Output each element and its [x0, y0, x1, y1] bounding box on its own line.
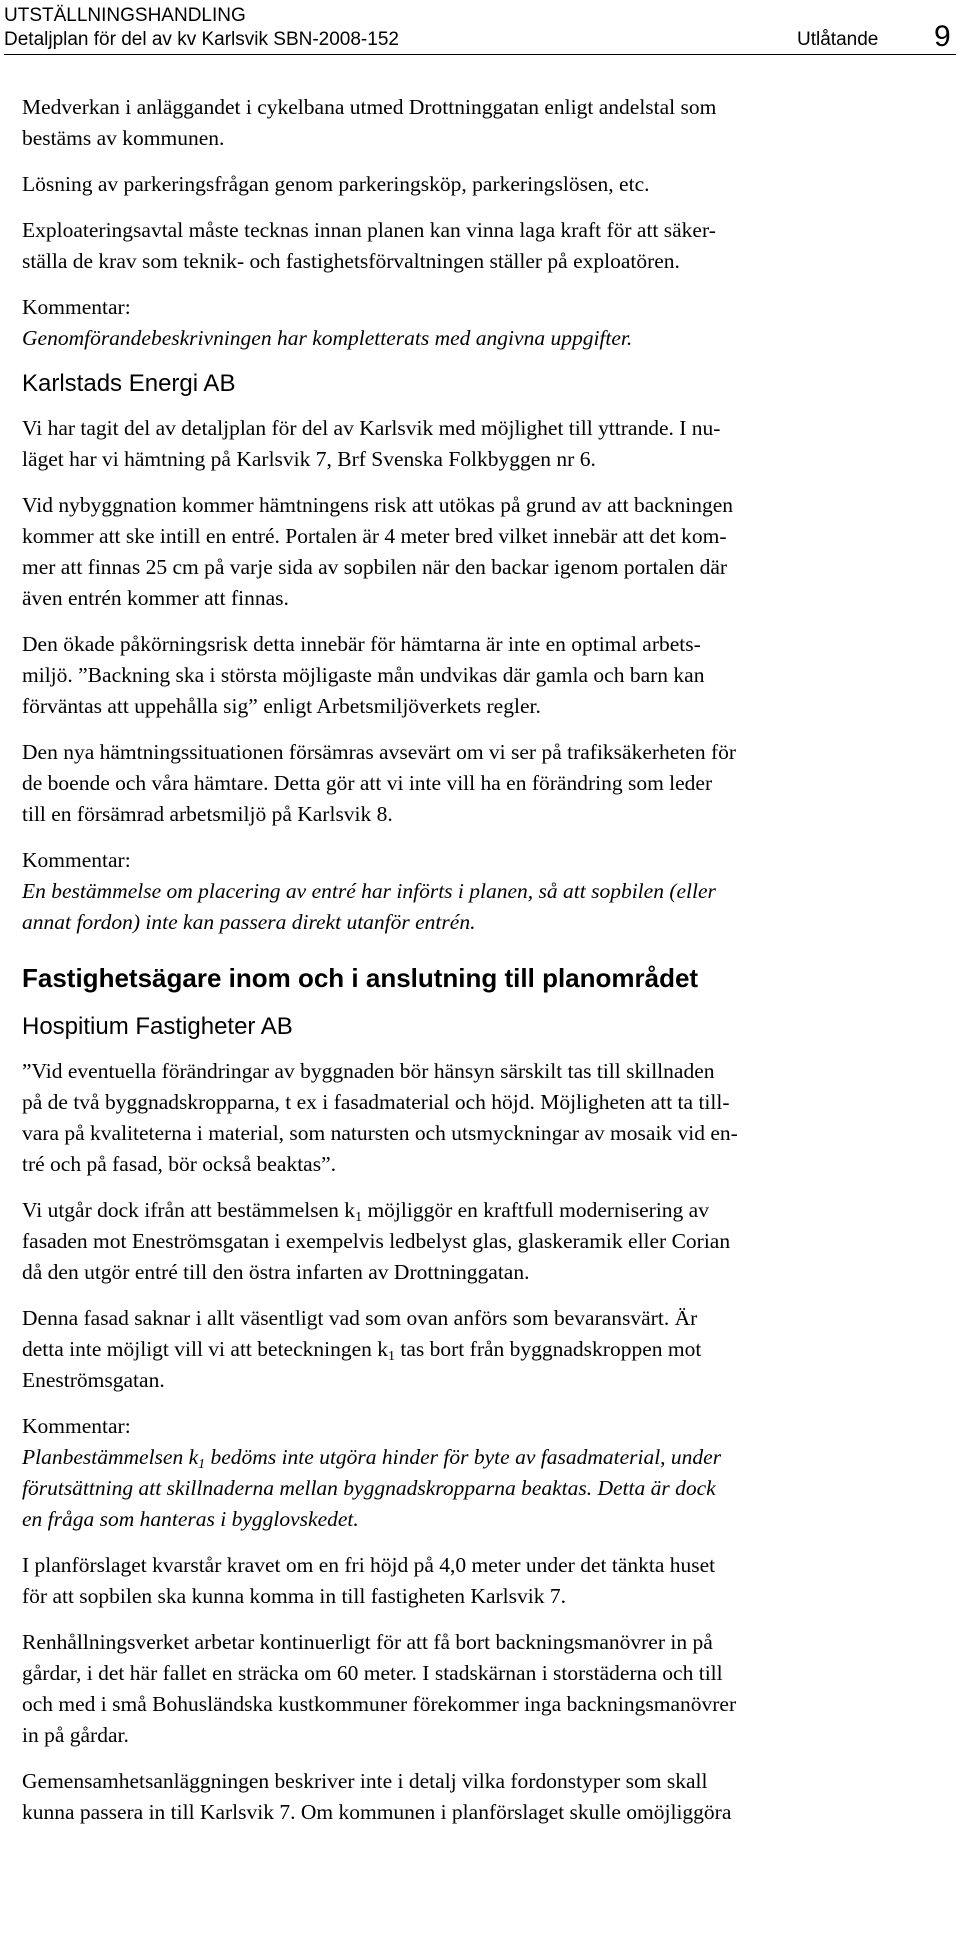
paragraph [22, 1766, 946, 1828]
comment-block [22, 292, 946, 354]
text-line: ”Vid eventuella förändringar av byggnaden bör hänsyn särskilt tas till skillnaden [22, 1059, 715, 1083]
subscript: 1 [355, 1210, 363, 1225]
text-run: möjliggör en kraftfull modernisering av [362, 1198, 709, 1222]
text-line: miljö. ”Backning ska i största möjligaste mån undvikas där gamla och barn kan [22, 663, 705, 687]
document-type: Utlåtande [797, 29, 879, 50]
text-line: för att sopbilen ska kunna komma in till fastigheten Karlsvik 7. [22, 1584, 566, 1608]
comment-label: Kommentar: [22, 295, 131, 319]
text-line: fasaden mot Eneströmsgatan i exempelvis ledbelyst glas, glaskeramik eller Corian [22, 1229, 731, 1253]
comment-text: förutsättning att skillnaderna mellan byggnadskropparna beaktas. Detta är dock [22, 1476, 716, 1500]
paragraph [22, 413, 946, 475]
paragraph [22, 1195, 946, 1288]
text-line: bestäms av kommunen. [22, 126, 225, 150]
document-subtitle: Detaljplan för del av kv Karlsvik SBN-2008-152 [4, 29, 399, 50]
text-line: Gemensamhetsanläggningen beskriver inte i detalj vilka fordonstyper som skall [22, 1769, 708, 1793]
karlstads-energi-heading: Karlstads Energi AB [22, 370, 236, 397]
text-line: även entrén kommer att finnas. [22, 586, 289, 610]
paragraph [22, 1550, 946, 1612]
subscript: 1 [388, 1349, 396, 1364]
paragraph [22, 490, 946, 614]
page-header [4, 2, 956, 54]
comment-text: Genomförandebeskrivningen har kompletterats med angivna uppgifter. [22, 326, 633, 350]
text-line: vara på kvaliteterna i material, som natursten och utsmyckningar av mosaik vid en- [22, 1121, 738, 1145]
comment-text: en fråga som hanteras i bygglovskedet. [22, 1507, 359, 1531]
text-line: tré och på fasad, bör också beaktas”. [22, 1152, 336, 1176]
text-line: Eneströmsgatan. [22, 1368, 165, 1392]
comment-label: Kommentar: [22, 848, 131, 872]
text-line: Medverkan i anläggandet i cykelbana utmed Drottninggatan enligt andelstal som [22, 95, 717, 119]
text-line: ställa de krav som teknik- och fastighetsförvaltningen ställer på exploatören. [22, 249, 680, 273]
text-line: Denna fasad saknar i allt väsentligt vad som ovan anförs som bevaransvärt. Är [22, 1306, 698, 1330]
text-line: till en försämrad arbetsmiljö på Karlsvik 8. [22, 802, 393, 826]
paragraph [22, 1303, 946, 1396]
text-run: Planbestämmelsen k [22, 1445, 199, 1469]
paragraph [22, 1627, 946, 1751]
document-title: UTSTÄLLNINGSHANDLING [4, 5, 246, 26]
text-line: I planförslaget kvarstår kravet om en fri höjd på 4,0 meter under det tänkta huset [22, 1553, 716, 1577]
paragraph [22, 215, 946, 277]
text-line: kommer att ske intill en entré. Portalen är 4 meter bred vilket innebär att det kom- [22, 524, 727, 548]
text-line: mer att finnas 25 cm på varje sida av sopbilen när den backar igenom portalen där [22, 555, 728, 579]
paragraph [22, 1056, 946, 1180]
text-line: då den utgör entré till den östra infarten av Drottninggatan. [22, 1260, 530, 1284]
hospitium-heading: Hospitium Fastigheter AB [22, 1013, 293, 1040]
text-line: gårdar, i det här fallet en sträcka om 60 meter. I stadskärnan i storstäderna och till [22, 1661, 723, 1685]
paragraph: Lösning av parkeringsfrågan genom parkeringsköp, parkeringslösen, etc. [22, 172, 650, 196]
text-line: förväntas att uppehålla sig” enligt Arbetsmiljöverkets regler. [22, 694, 541, 718]
text-line: och med i små Bohusländska kustkommuner förekommer inga backningsmanövrer [22, 1692, 737, 1716]
text-line: de boende och våra hämtare. Detta gör att vi inte vill ha en förändring som leder [22, 771, 713, 795]
text-run: bedöms inte utgöra hinder för byte av fasadmaterial, under [205, 1445, 722, 1469]
document-body [22, 92, 946, 1828]
text-line: läget har vi hämtning på Karlsvik 7, Brf Svenska Folkbyggen nr 6. [22, 447, 596, 471]
text-run: Vi utgår dock ifrån att bestämmelsen k [22, 1198, 356, 1222]
comment-text: annat fordon) inte kan passera direkt utanför entrén. [22, 910, 476, 934]
text-line: Exploateringsavtal måste tecknas innan planen kan vinna laga kraft för att säker- [22, 218, 716, 242]
text-line: Vi har tagit del av detaljplan för del av Karlsvik med möjlighet till yttrande. I nu- [22, 416, 721, 440]
header-rule [4, 54, 956, 55]
paragraph [22, 92, 946, 154]
text-line: på de två byggnadskropparna, t ex i fasadmaterial och höjd. Möjligheten att ta till- [22, 1090, 730, 1114]
comment-block [22, 1411, 946, 1535]
section-heading: Fastighetsägare inom och i anslutning till planområdet [22, 963, 699, 993]
paragraph [22, 737, 946, 830]
comment-text: En bestämmelse om placering av entré har införts i planen, så att sopbilen (eller [22, 879, 716, 903]
text-line: Den ökade påkörningsrisk detta innebär för hämtarna är inte en optimal arbets- [22, 632, 701, 656]
text-line [22, 1337, 702, 1364]
comment-text [22, 1445, 722, 1472]
text-line: Den nya hämtningssituationen försämras avsevärt om vi ser på trafiksäkerheten för [22, 740, 737, 764]
comment-block [22, 845, 946, 938]
text-line: in på gårdar. [22, 1723, 129, 1747]
subscript: 1 [198, 1457, 206, 1472]
paragraph [22, 629, 946, 722]
text-run: detta inte möjligt vill vi att beteckningen k [22, 1337, 389, 1361]
text-line: kunna passera in till Karlsvik 7. Om kommunen i planförslaget skulle omöjliggöra [22, 1800, 732, 1824]
comment-label: Kommentar: [22, 1414, 131, 1438]
text-line: Renhållningsverket arbetar kontinuerligt för att få bort backningsmanövrer in på [22, 1630, 713, 1654]
text-line [22, 1198, 709, 1225]
text-line: Vid nybyggnation kommer hämtningens risk att utökas på grund av att backningen [22, 493, 734, 517]
page-number: 9 [934, 20, 951, 53]
text-run: tas bort från byggnadskroppen mot [395, 1337, 702, 1361]
